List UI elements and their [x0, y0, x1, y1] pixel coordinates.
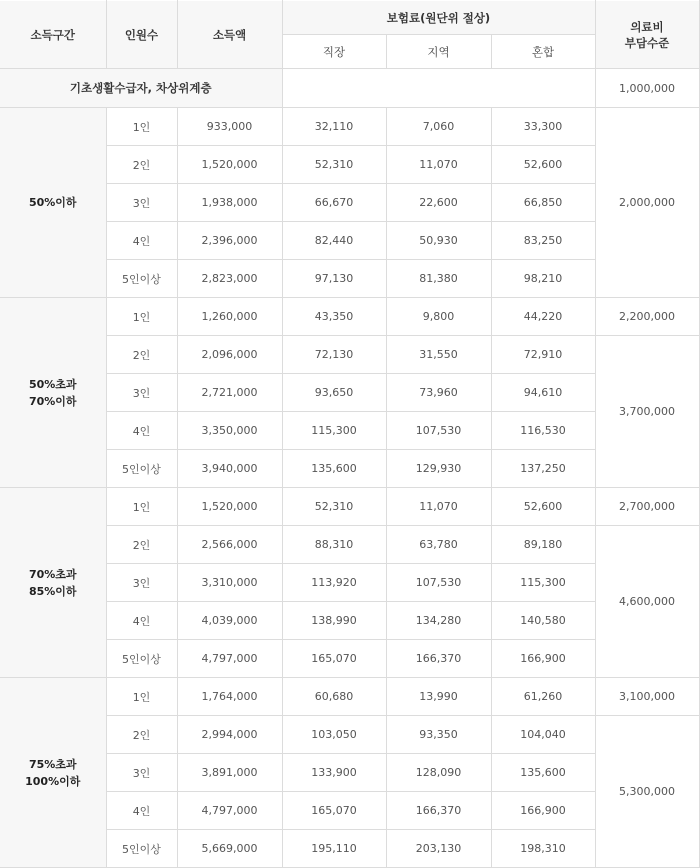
employee-premium-cell: 82,440	[282, 222, 386, 260]
employee-premium-cell: 135,600	[282, 450, 386, 488]
regional-premium-cell: 107,530	[386, 564, 491, 602]
mixed-premium-cell: 52,600	[491, 488, 595, 526]
persons-cell: 4인	[106, 602, 177, 640]
income-cell: 4,797,000	[177, 792, 282, 830]
header-income: 소득액	[177, 1, 282, 69]
employee-premium-cell: 32,110	[282, 108, 386, 146]
income-cell: 5,669,000	[177, 830, 282, 868]
basic-livelihood-label: 기초생활수급자, 차상위계층	[0, 69, 282, 108]
persons-cell: 3인	[106, 184, 177, 222]
persons-cell: 5인이상	[106, 260, 177, 298]
regional-premium-cell: 166,370	[386, 792, 491, 830]
income-cell: 1,764,000	[177, 678, 282, 716]
income-band-label	[0, 298, 106, 488]
burden-cell: 2,700,000	[595, 488, 699, 526]
mixed-premium-cell: 83,250	[491, 222, 595, 260]
employee-premium-cell: 113,920	[282, 564, 386, 602]
regional-premium-cell: 134,280	[386, 602, 491, 640]
employee-premium-cell: 72,130	[282, 336, 386, 374]
persons-cell: 4인	[106, 222, 177, 260]
persons-cell: 5인이상	[106, 830, 177, 868]
regional-premium-cell: 7,060	[386, 108, 491, 146]
table-row	[0, 298, 699, 336]
table-body	[0, 69, 699, 868]
mixed-premium-cell: 116,530	[491, 412, 595, 450]
persons-cell: 5인이상	[106, 640, 177, 678]
mixed-premium-cell: 33,300	[491, 108, 595, 146]
regional-premium-cell: 50,930	[386, 222, 491, 260]
income-cell: 3,891,000	[177, 754, 282, 792]
regional-premium-cell: 166,370	[386, 640, 491, 678]
regional-premium-cell: 129,930	[386, 450, 491, 488]
basic-livelihood-row	[0, 69, 699, 108]
mixed-premium-cell: 66,850	[491, 184, 595, 222]
persons-cell: 2인	[106, 146, 177, 184]
employee-premium-cell: 52,310	[282, 146, 386, 184]
income-band-label	[0, 488, 106, 678]
employee-premium-cell: 133,900	[282, 754, 386, 792]
mixed-premium-cell: 135,600	[491, 754, 595, 792]
persons-cell: 2인	[106, 716, 177, 754]
table-row	[0, 108, 699, 146]
mixed-premium-cell: 198,310	[491, 830, 595, 868]
mixed-premium-cell: 89,180	[491, 526, 595, 564]
mixed-premium-cell: 72,910	[491, 336, 595, 374]
header-regional: 지역	[386, 35, 491, 69]
burden-cell: 2,000,000	[595, 108, 699, 298]
regional-premium-cell: 11,070	[386, 488, 491, 526]
income-cell: 3,310,000	[177, 564, 282, 602]
employee-premium-cell: 60,680	[282, 678, 386, 716]
persons-cell: 4인	[106, 792, 177, 830]
income-cell: 2,823,000	[177, 260, 282, 298]
table-row	[0, 488, 699, 526]
regional-premium-cell: 22,600	[386, 184, 491, 222]
regional-premium-cell: 203,130	[386, 830, 491, 868]
regional-premium-cell: 128,090	[386, 754, 491, 792]
income-cell: 2,994,000	[177, 716, 282, 754]
income-cell: 3,940,000	[177, 450, 282, 488]
persons-cell: 2인	[106, 526, 177, 564]
table-header	[0, 1, 699, 69]
employee-premium-cell: 138,990	[282, 602, 386, 640]
mixed-premium-cell: 166,900	[491, 792, 595, 830]
mixed-premium-cell: 137,250	[491, 450, 595, 488]
persons-cell: 1인	[106, 678, 177, 716]
persons-cell: 1인	[106, 488, 177, 526]
band-label-line1: 75%초과	[28, 757, 77, 771]
header-burden-level	[595, 1, 699, 69]
employee-premium-cell: 93,650	[282, 374, 386, 412]
regional-premium-cell: 11,070	[386, 146, 491, 184]
regional-premium-cell: 93,350	[386, 716, 491, 754]
regional-premium-cell: 9,800	[386, 298, 491, 336]
income-band-label	[0, 678, 106, 868]
header-burden-line1: 의료비	[630, 19, 664, 34]
employee-premium-cell: 97,130	[282, 260, 386, 298]
band-label-line1: 50%이하	[28, 196, 77, 209]
income-cell: 1,938,000	[177, 184, 282, 222]
mixed-premium-cell: 98,210	[491, 260, 595, 298]
employee-premium-cell: 165,070	[282, 640, 386, 678]
burden-cell: 3,700,000	[595, 336, 699, 488]
regional-premium-cell: 31,550	[386, 336, 491, 374]
persons-cell: 1인	[106, 108, 177, 146]
mixed-premium-cell: 140,580	[491, 602, 595, 640]
income-cell: 2,721,000	[177, 374, 282, 412]
mixed-premium-cell: 104,040	[491, 716, 595, 754]
income-cell: 3,350,000	[177, 412, 282, 450]
band-label-line1: 50%초과	[28, 377, 77, 391]
header-premium-group: 보험료(원단위 절상)	[282, 1, 595, 35]
regional-premium-cell: 107,530	[386, 412, 491, 450]
persons-cell: 4인	[106, 412, 177, 450]
header-burden-line2: 부담수준	[624, 35, 670, 50]
regional-premium-cell: 81,380	[386, 260, 491, 298]
basic-livelihood-burden: 1,000,000	[595, 69, 699, 108]
income-cell: 2,396,000	[177, 222, 282, 260]
header-income-band: 소득구간	[0, 1, 106, 69]
burden-cell: 5,300,000	[595, 716, 699, 868]
band-label-line2: 85%이하	[28, 584, 77, 598]
regional-premium-cell: 73,960	[386, 374, 491, 412]
persons-cell: 3인	[106, 564, 177, 602]
income-cell: 2,096,000	[177, 336, 282, 374]
mixed-premium-cell: 115,300	[491, 564, 595, 602]
income-cell: 1,260,000	[177, 298, 282, 336]
employee-premium-cell: 43,350	[282, 298, 386, 336]
basic-livelihood-premium-empty	[282, 69, 595, 108]
band-label-line2: 100%이하	[25, 774, 81, 788]
mixed-premium-cell: 52,600	[491, 146, 595, 184]
header-mixed: 혼합	[491, 35, 595, 69]
employee-premium-cell: 115,300	[282, 412, 386, 450]
mixed-premium-cell: 61,260	[491, 678, 595, 716]
persons-cell: 3인	[106, 374, 177, 412]
income-cell: 933,000	[177, 108, 282, 146]
burden-cell: 4,600,000	[595, 526, 699, 678]
header-employee: 직장	[282, 35, 386, 69]
income-cell: 4,797,000	[177, 640, 282, 678]
burden-cell: 2,200,000	[595, 298, 699, 336]
persons-cell: 3인	[106, 754, 177, 792]
employee-premium-cell: 88,310	[282, 526, 386, 564]
income-cell: 4,039,000	[177, 602, 282, 640]
income-band-label	[0, 108, 106, 298]
regional-premium-cell: 13,990	[386, 678, 491, 716]
income-cell: 2,566,000	[177, 526, 282, 564]
employee-premium-cell: 66,670	[282, 184, 386, 222]
persons-cell: 2인	[106, 336, 177, 374]
table-row	[0, 678, 699, 716]
band-label-line2: 70%이하	[28, 394, 77, 408]
employee-premium-cell: 103,050	[282, 716, 386, 754]
band-label-line1: 70%초과	[28, 567, 77, 581]
employee-premium-cell: 52,310	[282, 488, 386, 526]
mixed-premium-cell: 44,220	[491, 298, 595, 336]
header-persons: 인원수	[106, 1, 177, 69]
income-cell: 1,520,000	[177, 146, 282, 184]
regional-premium-cell: 63,780	[386, 526, 491, 564]
persons-cell: 1인	[106, 298, 177, 336]
employee-premium-cell: 165,070	[282, 792, 386, 830]
mixed-premium-cell: 166,900	[491, 640, 595, 678]
burden-cell: 3,100,000	[595, 678, 699, 716]
income-cell: 1,520,000	[177, 488, 282, 526]
persons-cell: 5인이상	[106, 450, 177, 488]
mixed-premium-cell: 94,610	[491, 374, 595, 412]
employee-premium-cell: 195,110	[282, 830, 386, 868]
